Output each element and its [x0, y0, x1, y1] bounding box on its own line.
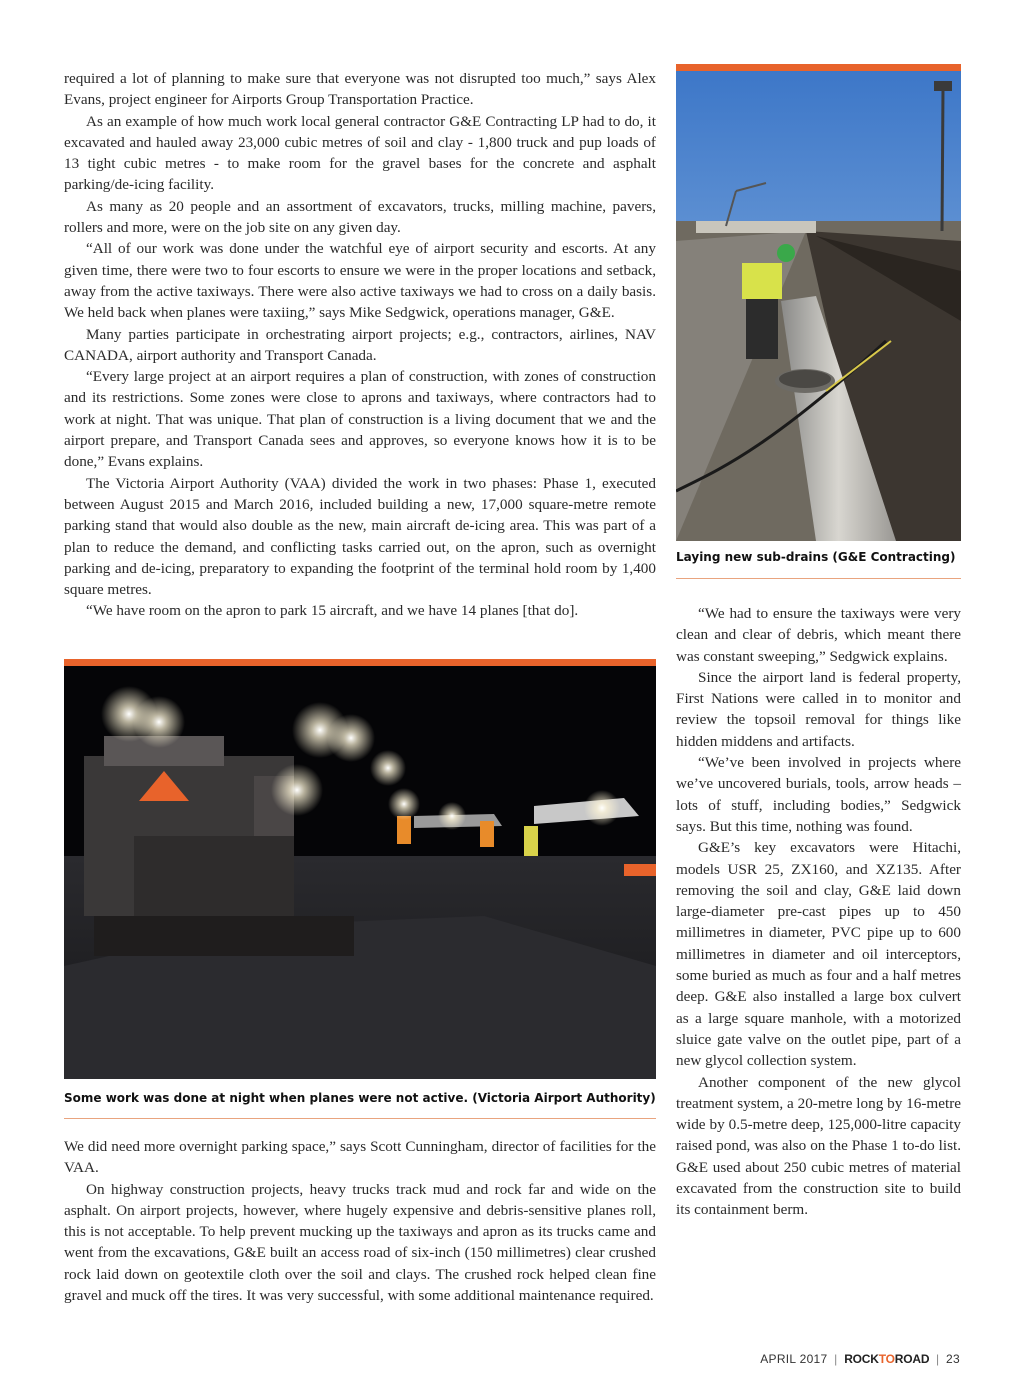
paragraph: As an example of how much work local general contractor G&E Contracting LP had to do, it excavated and hauled away 23,000 cubic metres of soil and clay - 1,800 truck and pup loads of 13 tight cubic metres - to make room for the gravel bases for the concrete and asphalt parking/de-icing facility.: [64, 112, 656, 194]
paragraph: Another component of the new glycol treatment system, a 20-metre long by 16-metre wide by 0.5-metre deep, 125,000-litre capacity raised pond, was also on the Phase 1 to-do list. G&E used about 250 cubic metres of material excavated from the construction site to build its containment berm.: [676, 1073, 961, 1219]
paragraph: “We had to ensure the taxiways were very clean and clear of debris, which meant there was constant sweeping,” Sedgwick explains.: [676, 605, 961, 665]
issue-date: APRIL 2017: [760, 1352, 828, 1366]
brand-mid: TO: [878, 1352, 895, 1366]
brand-end: ROAD: [894, 1352, 930, 1366]
left-column-bottom-text: [64, 1136, 656, 1306]
paragraph: The Victoria Airport Authority (VAA) divided the work in two phases: Phase 1, executed between August 2015 and March 2016, included building a new, 17,000 square-metre remote parking stand that would also double as the new, main aircraft de-icing area. This was part of a plan to reduce the demand, and conflicting tasks carried out, on the apron, such as overnight parking and de-icing, preparatory to expanding the footprint of the terminal hold room by 1,400 square metres.: [64, 474, 656, 599]
paragraph: required a lot of planning to make sure that everyone was not disrupted too much,” says Alex Evans, project engineer for Airports Group Transportation Practice.: [64, 70, 656, 109]
paragraph: “We’ve been involved in projects where we’ve uncovered burials, tools, arrow heads – lots of stuff, including bodies,” Sedgwick says. But this time, nothing was found.: [676, 754, 961, 835]
paragraph: Since the airport land is federal property, First Nations were called in to monitor and review the topsoil removal for things like hidden middens and artifacts.: [676, 668, 961, 750]
subdrain-pipe-photo: [676, 71, 961, 541]
paragraph: G&E’s key excavators were Hitachi, models USR 25, ZX160, and XZ135. After removing the soil and clay, G&E laid down large-diameter pre-cast pipes up to 450 millimetres in diameter, PVC pipe up to 600 millimetres in diameter and oil interceptors, some buried as much as four and a half metres deep. G&E also installed a large box culvert as a large square manhole, with a motorized sluice gate valve on the outlet pipe, part of a new glycol collection system.: [676, 839, 961, 1070]
page-footer: [760, 1352, 960, 1366]
right-column-text: [676, 603, 961, 1221]
footer-separator: |: [935, 1352, 940, 1366]
subdrain-photo-caption: Laying new sub-drains (G&E Contracting): [676, 550, 956, 564]
night-photo-caption: Some work was done at night when planes were not active. (Victoria Airport Authority): [64, 1091, 656, 1105]
paragraph: “Every large project at an airport requires a plan of construction, with zones of construction and its restrictions. Some zones were close to aprons and taxiways, where contractors had to work at night. That was unique. That plan of construction is a living document that we and the airport prepare, and Transport Canada sees and approves, so everyone knows how it is to be done,” Evans explains.: [64, 368, 656, 471]
left-column-top-text: [64, 68, 656, 622]
paragraph: Many parties participate in orchestrating airport projects; e.g., contractors, airlines, NAV CANADA, airport authority and Transport Canada.: [64, 325, 656, 364]
caption-rule: [676, 578, 961, 579]
magazine-logo: [844, 1352, 929, 1366]
night-paving-photo: [64, 666, 656, 1079]
paragraph: As many as 20 people and an assortment of excavators, trucks, milling machine, pavers, rollers and more, were on the job site on any given day.: [64, 197, 656, 237]
caption-rule: [64, 1118, 656, 1119]
paragraph: On highway construction projects, heavy trucks track mud and rock far and wide on the asphalt. On airport projects, however, where hugely expensive and debris-sensitive planes roll, this is not acceptable. To help prevent mucking up the taxiways and apron as its trucks came and went from the excavations, G&E built an access road of six-inch (150 millimetres) clear crushed rock laid down on geotextile cloth over the soil and clays. The crushed rock helped clean fine gravel and muck off the tires. It was very successful, with some additional maintenance required.: [64, 1180, 656, 1305]
photo-top-rule: [676, 64, 961, 71]
brand-start: ROCK: [844, 1352, 879, 1366]
footer-separator: |: [834, 1352, 838, 1366]
paragraph: “All of our work was done under the watchful eye of airport security and escorts. At any given time, there were two to four escorts to ensure we were in the proper locations and setback, away from the active taxiways. There were also active taxiways we had to cross on a daily basis. We held back when planes were taxiing,” says Mike Sedgwick, operations manager, G&E.: [64, 240, 656, 322]
photo-top-rule: [64, 659, 656, 666]
paragraph: We did need more overnight parking space,” says Scott Cunningham, director of facilities for the VAA.: [64, 1138, 656, 1177]
paragraph: “We have room on the apron to park 15 aircraft, and we have 14 planes [that do].: [86, 602, 579, 620]
page-number: 23: [946, 1352, 960, 1366]
